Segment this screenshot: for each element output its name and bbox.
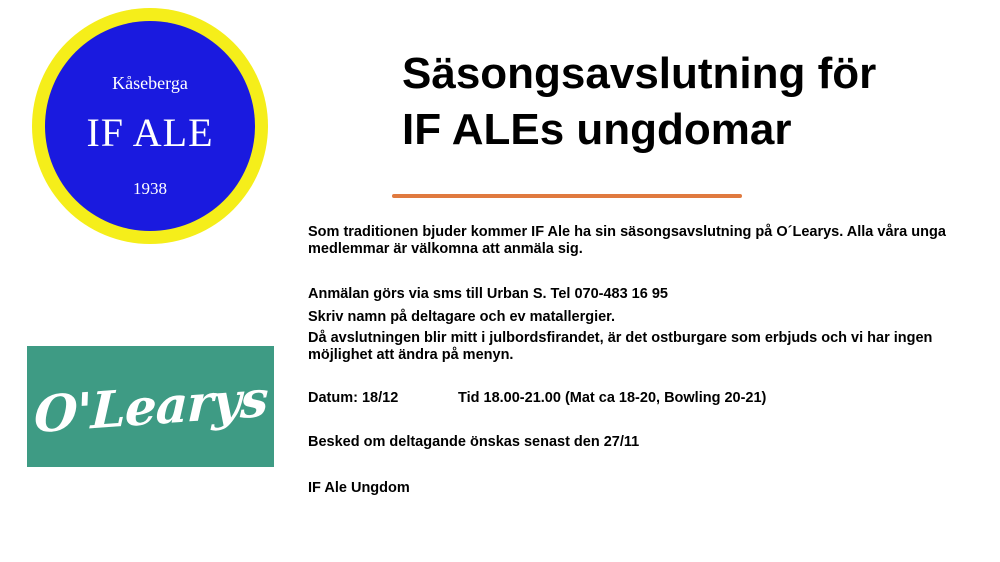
if-ale-logo — [32, 8, 268, 244]
olearys-logo-text: O'Learys — [32, 368, 269, 445]
title-underline — [392, 194, 742, 198]
signature: IF Ale Ungdom — [308, 480, 410, 496]
date-time-line — [308, 390, 978, 407]
olearys-logo — [27, 346, 274, 467]
title-line-2: IF ALEs ungdomar — [402, 105, 792, 154]
names-line: Skriv namn på deltagare och ev matallergier. — [308, 309, 616, 325]
logo-club-name: IF ALE — [86, 110, 214, 155]
deadline-line: Besked om deltagande önskas senast den 27/11 — [308, 434, 640, 450]
logo-place: Kåseberga — [112, 73, 188, 93]
title-line-1: Säsongsavslutning för — [402, 49, 877, 98]
page-title — [402, 46, 992, 158]
menu-paragraph: Då avslutningen blir mitt i julbordsfirandet, är det ostburgare som erbjuds och vi har ingen möjlighet att ändra på menyn. — [308, 330, 933, 363]
logo-year: 1938 — [133, 179, 167, 198]
intro-paragraph: Som traditionen bjuder kommer IF Ale ha sin säsongsavslutning på O´Learys. Alla våra unga medlemmar är välkomna att anmäla sig. — [308, 224, 946, 257]
event-time: Tid 18.00-21.00 (Mat ca 18-20, Bowling 20-21) — [458, 390, 767, 406]
signup-line: Anmälan görs via sms till Urban S. Tel 070-483 16 95 — [308, 286, 668, 302]
if-ale-logo-badge — [45, 21, 255, 231]
event-date: Datum: 18/12 — [308, 390, 399, 406]
